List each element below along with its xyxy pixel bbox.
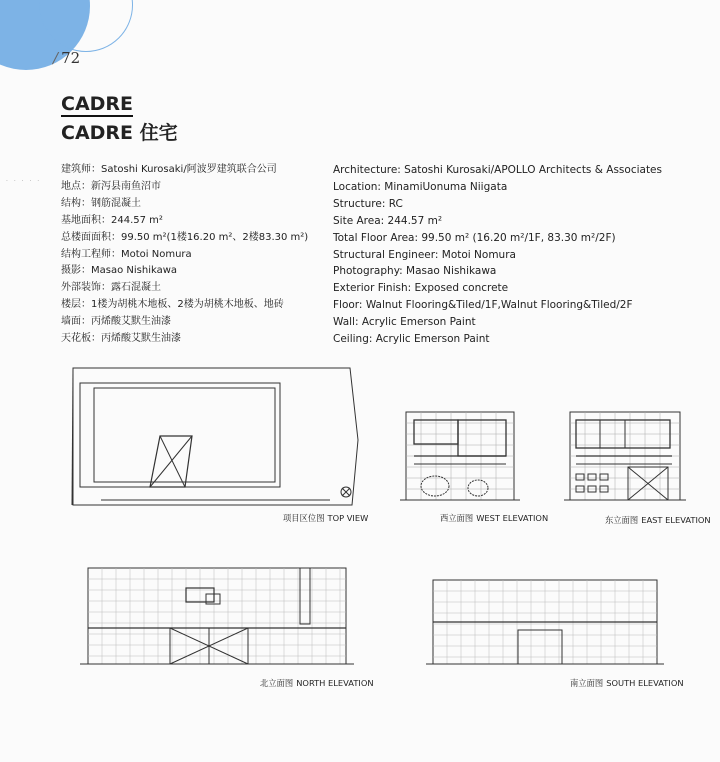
- spec-cn-item: 天花板：丙烯酸艾默生油漆: [61, 333, 181, 345]
- caption-south: [570, 677, 684, 689]
- caption-cn: 南立面图: [570, 678, 604, 688]
- spec-cn-item: 楼层：1楼为胡桃木地板、2楼为胡桃木地板、地砖: [61, 299, 284, 311]
- caption-en: WEST ELEVATION: [476, 513, 549, 523]
- spec-cn-item: 地点：新泻县南鱼沼市: [61, 180, 161, 192]
- caption-cn: 北立面图: [260, 678, 294, 688]
- spec-en-item: Location: MinamiUonuma Niigata: [333, 180, 508, 193]
- spec-en-item: Structural Engineer: Motoi Nomura: [333, 248, 516, 261]
- spec-en-item: Wall: Acrylic Emerson Paint: [333, 316, 476, 329]
- spec-cn-item: 结构工程师：Motoi Nomura: [61, 248, 192, 260]
- spec-cn-item: 建筑师：Satoshi Kurosaki/阿波罗建筑联合公司: [61, 164, 277, 175]
- spec-cn-item: 基地面积：244.57 m²: [61, 214, 163, 226]
- spec-en-item: Site Area: 244.57 m²: [333, 214, 443, 227]
- east-elevation-drawing: [564, 412, 686, 500]
- spec-en-item: Structure: RC: [333, 197, 403, 210]
- spec-en-item: Floor: Walnut Flooring&Tiled/1F,Walnut Flooring&Tiled/2F: [333, 299, 633, 312]
- caption-cn: 项目区位图: [283, 513, 325, 523]
- page-number: / 72: [53, 49, 81, 67]
- spec-en-item: Photography: Masao Nishikawa: [333, 265, 497, 278]
- caption-en: NORTH ELEVATION: [296, 678, 374, 688]
- caption-cn: 西立面图: [440, 513, 474, 523]
- caption-en: SOUTH ELEVATION: [606, 678, 684, 688]
- spec-en-item: Ceiling: Acrylic Emerson Paint: [333, 333, 490, 346]
- spec-cn-item: 结构：钢筋混凝土: [61, 197, 141, 209]
- caption-en: TOP VIEW: [327, 513, 369, 523]
- caption-west: [440, 512, 548, 524]
- caption-cn: 东立面图: [605, 515, 639, 525]
- top-view-drawing: [72, 368, 358, 505]
- south-elevation-drawing: [426, 580, 664, 664]
- spec-en-item: Total Floor Area: 99.50 m² (16.20 m²/1F, 83.30 m²/2F): [333, 231, 616, 244]
- spec-cn-item: 摄影：Masao Nishikawa: [61, 265, 178, 277]
- spec-cn-item: 墙面：丙烯酸艾默生油漆: [61, 316, 171, 328]
- spec-cn-item: 外部装饰：露石混凝土: [61, 282, 161, 294]
- spec-en-item: Architecture: Satoshi Kurosaki/APOLLO Architects & Associates: [333, 164, 662, 176]
- caption-north: [260, 677, 374, 689]
- project-title-cn: CADRE 住宅: [61, 122, 178, 144]
- caption-en: EAST ELEVATION: [641, 515, 711, 525]
- pencil-marks: · · · · ·: [6, 178, 42, 185]
- caption-east: [605, 514, 711, 526]
- spec-cn-item: 总楼面面积：99.50 m²(1楼16.20 m²、2楼83.30 m²): [61, 231, 309, 243]
- north-elevation-drawing: [80, 568, 354, 664]
- west-elevation-drawing: [400, 412, 520, 500]
- spec-en-item: Exterior Finish: Exposed concrete: [333, 282, 509, 295]
- caption-top-view: [283, 512, 368, 524]
- project-title-en: CADRE: [61, 93, 134, 115]
